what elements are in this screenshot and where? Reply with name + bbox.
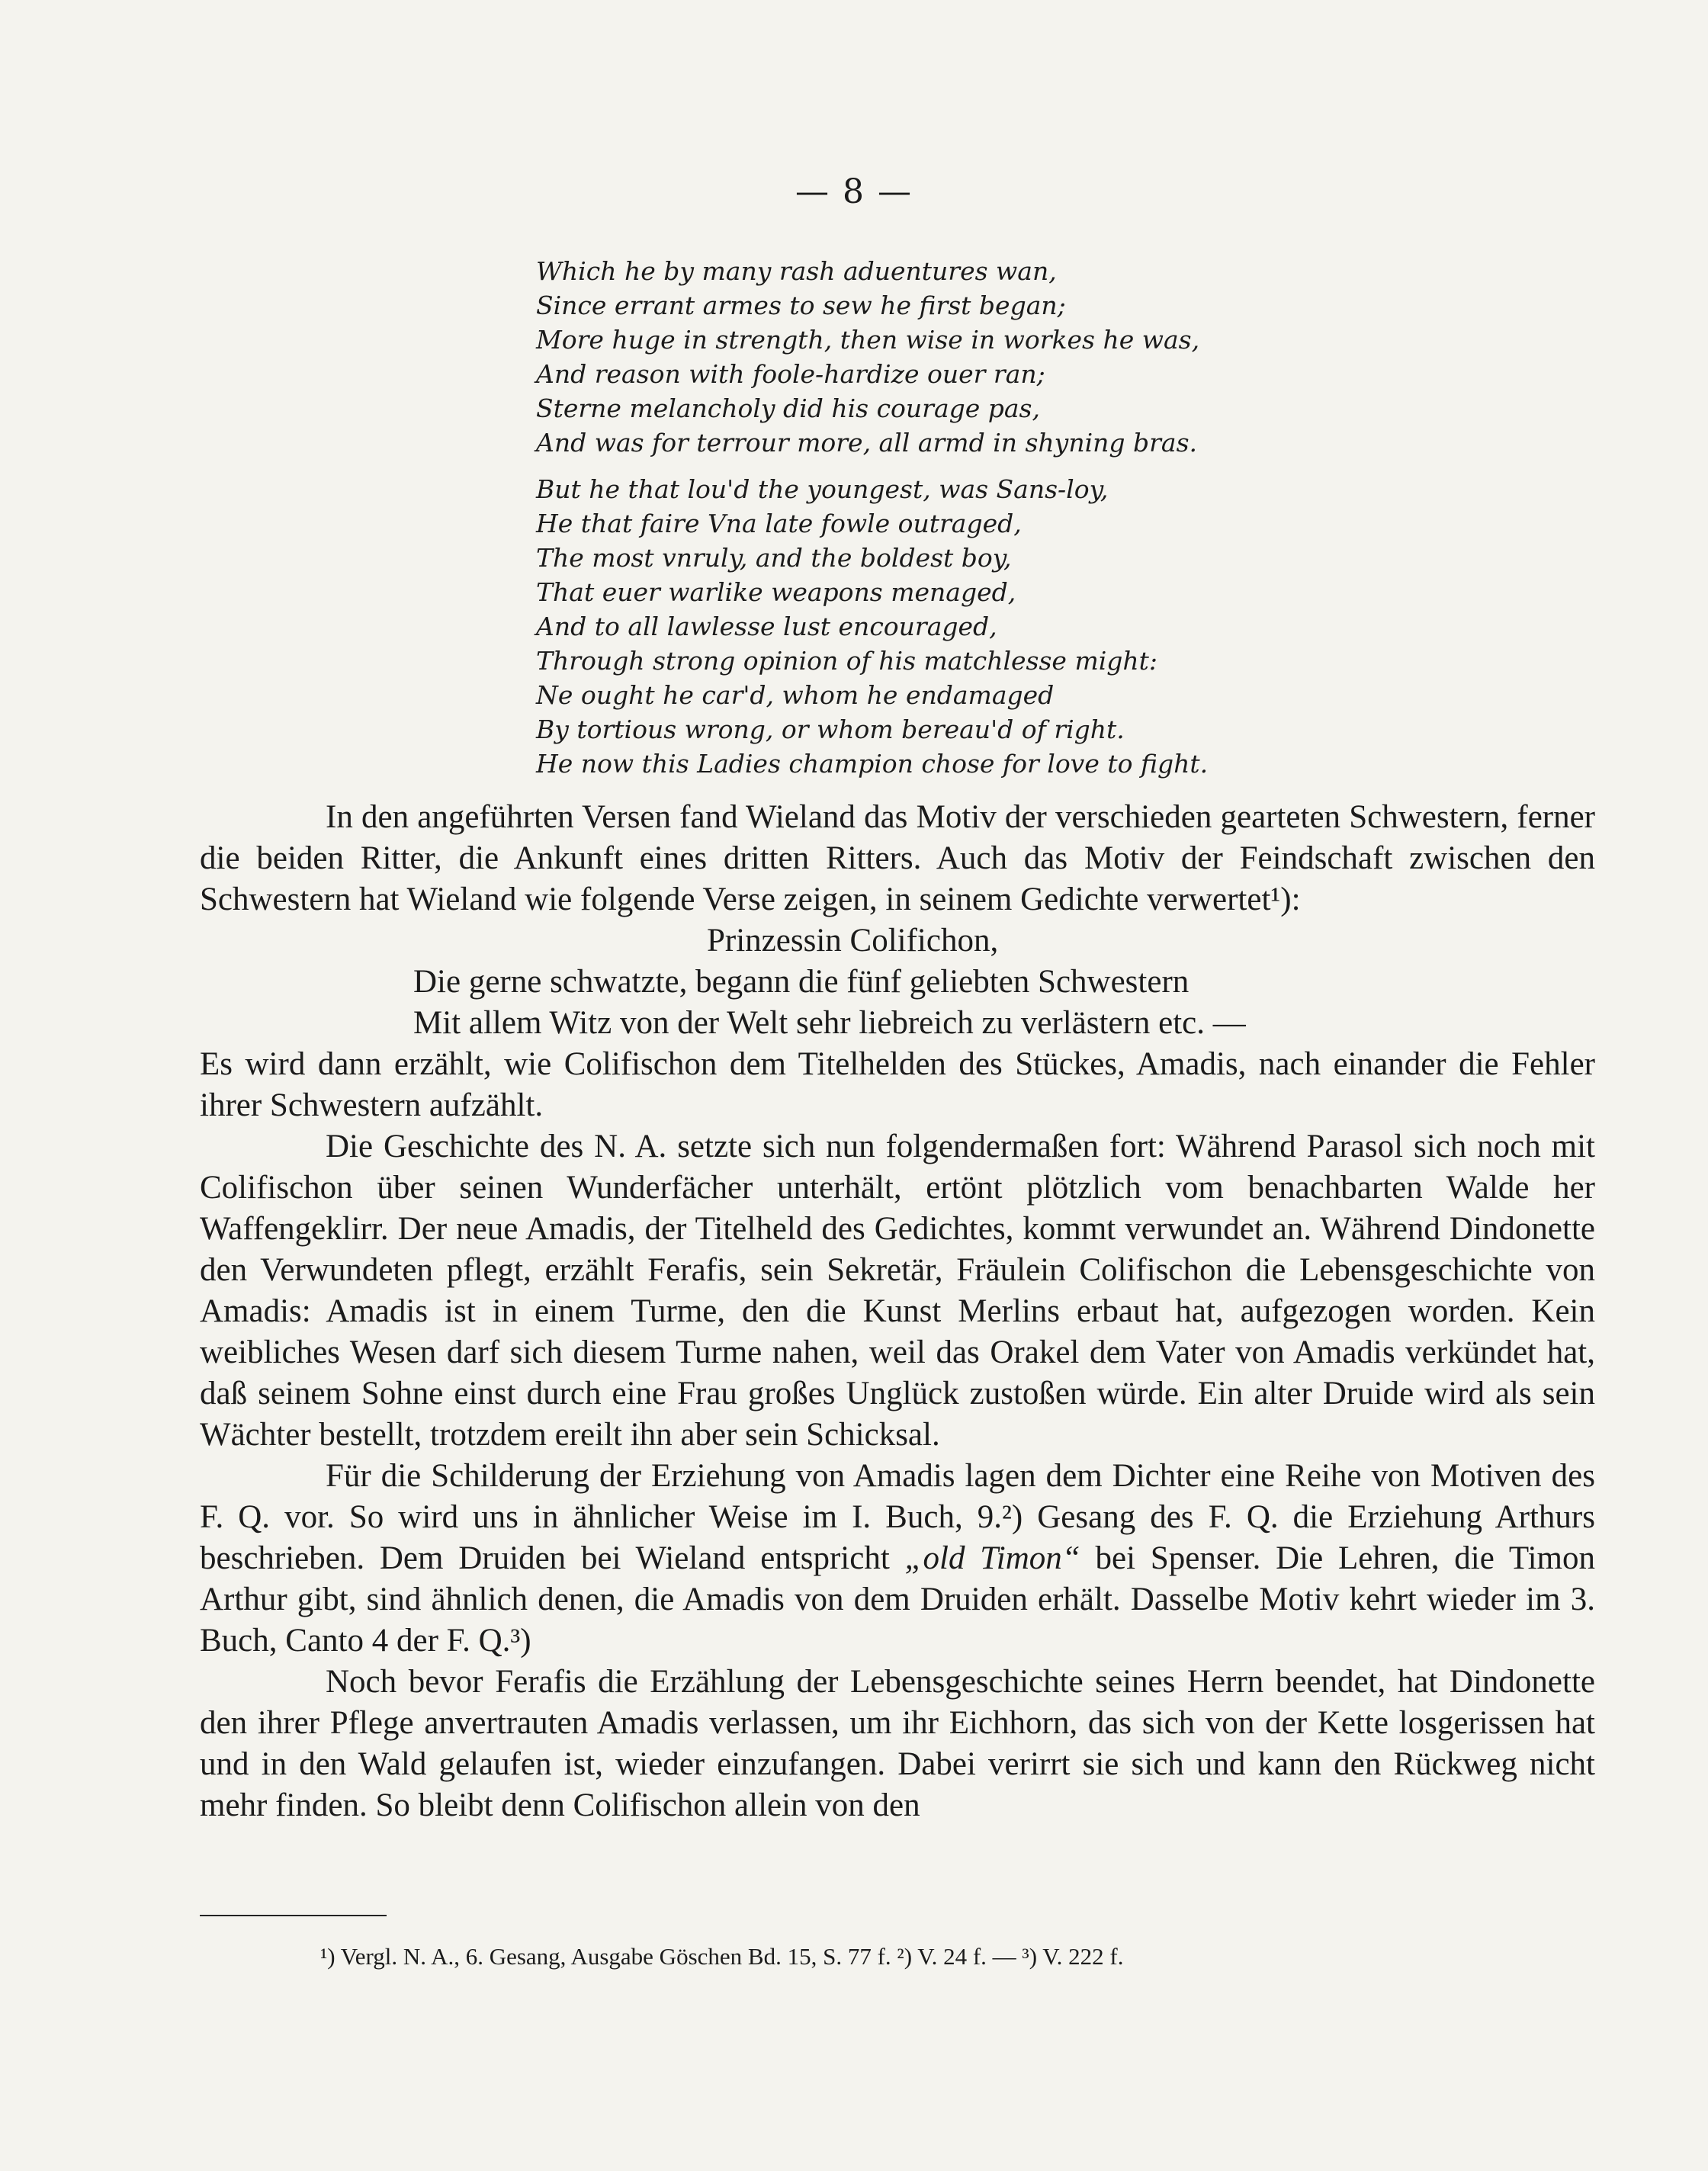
poem-quote-line: Mit allem Witz von der Welt sehr liebreich zu verlästern etc. — — [413, 1005, 1246, 1041]
verse-line: The most vnruly, and the boldest boy, — [536, 543, 1012, 573]
verse-line: And to all lawlesse lust encouraged, — [536, 612, 997, 641]
verse-line: Ne ought he car'd, whom he endamaged — [536, 680, 1055, 710]
verse-line: And reason with foole-hardize ouer ran; — [536, 359, 1045, 389]
verse-line: By tortious wrong, or whom bereau'd of right. — [536, 715, 1125, 744]
paragraph-text: bei Spenser. Die Lehren, die Timon Arthur gibt, sind ähnlich denen, die Amadis von dem Druiden erhält. Dasselbe Motiv kehrt wieder im 3. Buch, Canto 4 der F. Q.³) — [200, 1540, 1595, 1659]
verse-line: That euer warlike weapons menaged, — [536, 577, 1016, 607]
paragraph: Es wird dann erzählt, wie Colifischon dem Titelhelden des Stückes, Amadis, nach einander die Fehler ihrer Schwestern aufzählt. — [200, 1046, 1595, 1123]
paragraph-text: Für die Schilderung der Erziehung von Amadis lagen dem Dichter eine Reihe von Motiven des F. Q. vor. So wird uns in ähnlicher Weise im I. Buch, 9.²) Gesang des F. Q. die Erziehung Arthurs beschrieben. Dem Druiden bei Wieland entspricht — [200, 1458, 1595, 1576]
poem-quote-line: Prinzessin Colifichon, — [707, 923, 999, 959]
footnote: ¹) Vergl. N. A., 6. Gesang, Ausgabe Göschen Bd. 15, S. 77 f. ²) V. 24 f. — ³) V. 222 f. — [320, 1943, 1124, 1970]
verse-line: Sterne melancholy did his courage pas, — [536, 393, 1040, 423]
verse-line: Since errant armes to sew he first began; — [536, 291, 1066, 320]
body-text — [200, 797, 1595, 1826]
poem-quote-line: Die gerne schwatzte, begann die fünf geliebten Schwestern — [413, 964, 1190, 1000]
page-number: — 8 — — [795, 172, 913, 211]
verse-line: He that faire Vna late fowle outraged, — [536, 509, 1022, 538]
verse-line: Which he by many rash aduentures wan, — [536, 256, 1057, 286]
paragraph: Die Geschichte des N. A. setzte sich nun folgendermaßen fort: Während Parasol sich noch mit Colifischon über seinen Wunderfächer unterhält, ertönt plötzlich vom benachbarten Walde her Waffengeklirr. Der neue Amadis, der Titelheld des Gedichtes, kommt verwundet an. Während Dindonette den Verwundeten pflegt, erzählt Ferafis, sein Sekretär, Fräulein Colifischon die Lebensgeschichte von Amadis: Amadis ist in einem Turme, den die Kunst Merlins erbaut hat, aufgezogen worden. Kein weibliches Wesen darf sich diesem Turme nahen, weil das Orakel dem Vater von Amadis verkündet hat, daß seinem Sohne einst durch eine Frau großes Unglück zustoßen würde. Ein alter Druide wird als sein Wächter bestellt, trotzdem ereilt ihn aber sein Schicksal. — [200, 1129, 1595, 1453]
verse-quote-spenser — [536, 254, 1497, 781]
verse-line: But he that lou'd the youngest, was Sans-loy, — [536, 474, 1109, 504]
paragraph: Noch bevor Ferafis die Erzählung der Lebensgeschichte seines Herrn beendet, hat Dindonette den ihrer Pflege anvertrauten Amadis verlassen, um ihr Eichhorn, das sich von der Kette losgerissen hat und in den Wald gelaufen ist, wieder einzufangen. Dabei verirrt sie sich und kann den Rückweg nicht mehr finden. So bleibt denn Colifischon allein von den — [200, 1664, 1595, 1823]
old-timon-quote: „old Timon“ — [904, 1540, 1080, 1576]
footnote-rule — [200, 1915, 387, 1916]
verse-line: He now this Ladies champion chose for love to fight. — [536, 749, 1209, 779]
verse-line: Through strong opinion of his matchlesse might: — [536, 646, 1158, 676]
paragraph — [200, 1456, 1595, 1662]
verse-line: And was for terrour more, all armd in shyning bras. — [536, 428, 1197, 458]
verse-line: More huge in strength, then wise in workes he was, — [536, 325, 1200, 355]
paragraph: In den angeführten Versen fand Wieland das Motiv der verschieden gearteten Schwestern, ferner die beiden Ritter, die Ankunft eines dritten Ritters. Auch das Motiv der Feindschaft zwischen den Schwestern hat Wieland wie folgende Verse zeigen, in seinem Gedichte verwertet¹): — [200, 799, 1595, 917]
